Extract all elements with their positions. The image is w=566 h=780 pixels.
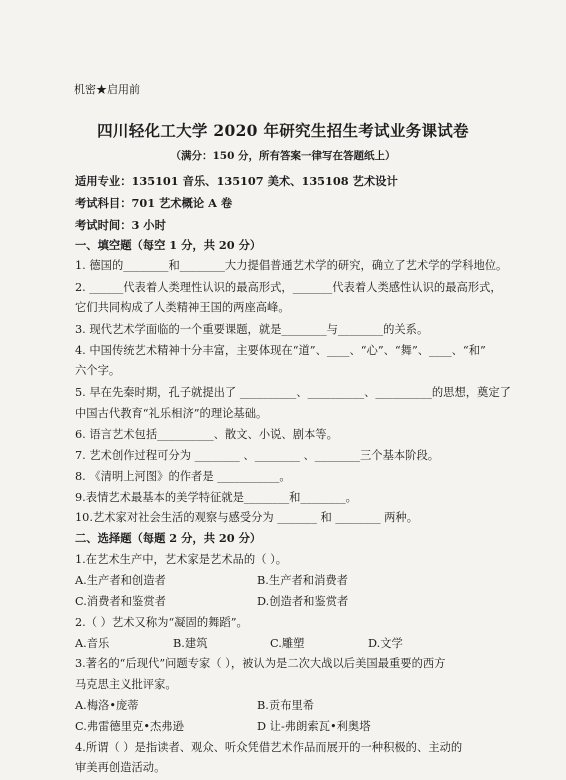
secret-label: 机密★启用前 xyxy=(74,83,140,96)
choice-q1-option-b: B.生产者和消费者 xyxy=(257,574,348,587)
choice-q3-option-b: B.贡布里希 xyxy=(257,699,315,712)
info-major: 适用专业：135101 音乐、135107 美术、135108 艺术设计 xyxy=(75,174,398,188)
info-time: 考试时间：3 小时 xyxy=(75,218,166,232)
choice-q3-option-c: C.弗雷德里克•杰弗逊 xyxy=(75,720,184,733)
choice-q1-option-c: C.消费者和鉴赏者 xyxy=(75,595,166,608)
fill-q1: 1. 德国的________和________大力提倡普通艺术学的研究，确立了艺术学的学科地位。 xyxy=(75,259,508,272)
fill-q6: 6. 语言艺术包括__________、散文、小说、剧本等。 xyxy=(75,428,338,441)
choice-q1-stem: 1.在艺术生产中，艺术家是艺术品的（ ）。 xyxy=(75,553,288,566)
choice-q1-option-a: A.生产者和创造者 xyxy=(75,574,166,587)
choice-q3-option-a: A.梅洛•庞蒂 xyxy=(75,699,139,712)
fill-q5-cont: 中国古代教育“礼乐相济”的理论基础。 xyxy=(75,407,268,420)
choice-q2-option-a: A.音乐 xyxy=(75,637,110,650)
fill-q8: 8. 《清明上河图》的作者是 ___________。 xyxy=(75,470,291,483)
exam-subtitle: （满分：150 分，所有答案一律写在答题纸上） xyxy=(170,150,396,162)
fill-q5: 5. 早在先秦时期，孔子就提出了 __________、__________、__________的思想，奠定了 xyxy=(75,386,511,399)
info-subject: 考试科目：701 艺术概论 A 卷 xyxy=(75,196,233,210)
fill-q9: 9.表情艺术最基本的美学特征就是________和________。 xyxy=(75,491,357,504)
fill-q10: 10.艺术家对社会生活的观察与感受分为 _______ 和 ________ 两种。 xyxy=(75,511,418,524)
choice-q3-stem-cont: 马克思主义批评家。 xyxy=(75,678,177,691)
choice-q4-stem-cont: 审美再创造活动。 xyxy=(75,761,166,774)
choice-q2-stem: 2.（ ）艺术又称为“凝固的舞蹈”。 xyxy=(75,616,248,629)
fill-q4: 4. 中国传统艺术精神十分丰富，主要体现在“道”、____、“心”、“舞”、____、“和” xyxy=(75,344,486,357)
fill-q4-cont: 六个字。 xyxy=(75,364,121,377)
fill-q3: 3. 现代艺术学面临的一个重要课题，就是________与________的关系。 xyxy=(75,323,429,336)
exam-title: 四川轻化工大学 2020 年研究生招生考试业务课试卷 xyxy=(97,121,469,140)
choice-q3-stem: 3.著名的“后现代”问题专家（ ），被认为是二次大战以后美国最重要的西方 xyxy=(75,657,446,670)
section2-heading: 二、选择题（每题 2 分，共 20 分） xyxy=(75,531,262,545)
choice-q1-option-d: D.创造者和鉴赏者 xyxy=(257,595,349,608)
choice-q2-option-d: D.文学 xyxy=(368,637,403,650)
fill-q2: 2. ______代表着人类理性认识的最高形式，_______代表着人类感性认识的最高形式， xyxy=(75,281,502,294)
choice-q4-stem: 4.所谓（ ）是指读者、观众、听众凭借艺术作品而展开的一种积极的、主动的 xyxy=(75,741,463,754)
section1-heading: 一、填空题（每空 1 分，共 20 分） xyxy=(75,238,262,252)
choice-q2-option-b: B.建筑 xyxy=(173,637,208,650)
fill-q2-cont: 它们共同构成了人类精神王国的两座高峰。 xyxy=(75,301,290,314)
fill-q7: 7. 艺术创作过程可分为 ________ 、________ 、________三个基本阶段。 xyxy=(75,449,440,462)
choice-q2-option-c: C.雕塑 xyxy=(270,637,305,650)
choice-q3-option-d: D 让-弗朗索瓦•利奥塔 xyxy=(257,720,371,733)
